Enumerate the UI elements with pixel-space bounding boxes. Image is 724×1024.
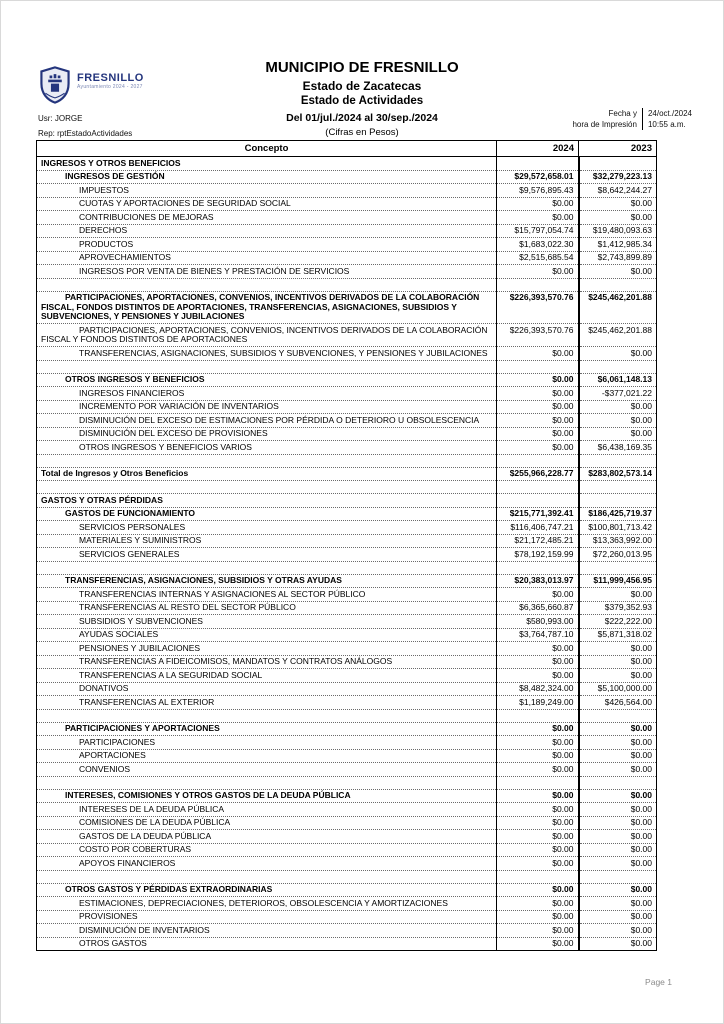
row-value-2023: $0.00	[579, 414, 657, 428]
row-value-2023: $5,871,318.02	[579, 628, 657, 642]
table-row	[37, 548, 657, 562]
table-row	[37, 574, 657, 588]
row-value-2023: $0.00	[579, 857, 657, 871]
row-value-2023: $6,438,169.35	[579, 441, 657, 455]
row-value-2024: $255,966,228.77	[497, 467, 579, 481]
table-row	[37, 427, 657, 441]
row-value-2023: $0.00	[579, 883, 657, 897]
row-label: INGRESOS DE GESTIÓN	[37, 170, 497, 184]
table-row	[37, 830, 657, 844]
row-value-2024: $0.00	[497, 736, 579, 750]
row-value-2023: $0.00	[579, 588, 657, 602]
row-label: ESTIMACIONES, DEPRECIACIONES, DETERIOROS, OBSOLESCENCIA Y AMORTIZACIONES	[37, 897, 497, 911]
row-value-2024: $1,189,249.00	[497, 696, 579, 710]
row-label: INGRESOS Y OTROS BENEFICIOS	[37, 157, 497, 171]
table-row	[37, 642, 657, 656]
row-value-2024: $0.00	[497, 427, 579, 441]
row-value-2023: $186,425,719.37	[579, 507, 657, 521]
table-row	[37, 924, 657, 938]
table-row	[37, 628, 657, 642]
table-row	[37, 789, 657, 803]
page-title: MUNICIPIO DE FRESNILLO	[265, 59, 459, 76]
row-value-2024	[497, 870, 579, 883]
row-value-2023: $1,412,985.34	[579, 238, 657, 252]
table-row	[37, 373, 657, 387]
logo-name: FRESNILLO	[77, 72, 144, 84]
row-label: DERECHOS	[37, 224, 497, 238]
print-info	[572, 108, 692, 130]
row-label: OTROS GASTOS Y PÉRDIDAS EXTRAORDINARIAS	[37, 883, 497, 897]
table-row	[37, 655, 657, 669]
row-value-2024: $20,383,013.97	[497, 574, 579, 588]
row-value-2023	[579, 157, 657, 171]
table-row	[37, 763, 657, 777]
table-row	[37, 265, 657, 279]
table-row	[37, 324, 657, 347]
row-label: SERVICIOS PERSONALES	[37, 521, 497, 535]
row-label: PROVISIONES	[37, 910, 497, 924]
row-value-2023: $222,222.00	[579, 615, 657, 629]
table-row	[37, 816, 657, 830]
row-label: PARTICIPACIONES, APORTACIONES, CONVENIOS, INCENTIVOS DERIVADOS DE LA COLABORACIÓN FISCAL, FONDOS DISTINTOS DE APORTACIONES, TRANSFERENCIAS, ASIGNACIONES, SUBSIDIOS Y SUBVENCIONES, Y PENSIONES Y JUBILACIONES	[37, 291, 497, 324]
table-row	[37, 251, 657, 265]
row-label: TRANSFERENCIAS, ASIGNACIONES, SUBSIDIOS Y SUBVENCIONES, Y PENSIONES Y JUBILACIONES	[37, 347, 497, 361]
row-label: SERVICIOS GENERALES	[37, 548, 497, 562]
row-value-2023: $0.00	[579, 736, 657, 750]
row-value-2023: $0.00	[579, 937, 657, 951]
row-value-2024: $116,406,747.21	[497, 521, 579, 535]
table-row	[37, 157, 657, 171]
table-row	[37, 507, 657, 521]
row-label: SUBSIDIOS Y SUBVENCIONES	[37, 615, 497, 629]
print-label-line1: Fecha y	[608, 109, 637, 118]
row-value-2024	[497, 494, 579, 508]
row-label: OTROS INGRESOS Y BENEFICIOS VARIOS	[37, 441, 497, 455]
row-label: APORTACIONES	[37, 749, 497, 763]
row-value-2023: $100,801,713.42	[579, 521, 657, 535]
table-body	[37, 157, 657, 951]
row-value-2024: $0.00	[497, 347, 579, 361]
row-value-2023: $5,100,000.00	[579, 682, 657, 696]
row-label: GASTOS DE FUNCIONAMIENTO	[37, 507, 497, 521]
row-value-2024: $0.00	[497, 211, 579, 225]
row-label: TRANSFERENCIAS, ASIGNACIONES, SUBSIDIOS Y OTRAS AYUDAS	[37, 574, 497, 588]
row-value-2023: $426,564.00	[579, 696, 657, 710]
row-value-2024: $0.00	[497, 588, 579, 602]
table-row	[37, 211, 657, 225]
row-label	[37, 360, 497, 373]
row-value-2024	[497, 481, 579, 494]
table-row-blank	[37, 481, 657, 494]
table-row	[37, 897, 657, 911]
row-value-2024: $0.00	[497, 722, 579, 736]
row-value-2023: $8,642,244.27	[579, 184, 657, 198]
row-value-2024: $0.00	[497, 197, 579, 211]
row-label: IMPUESTOS	[37, 184, 497, 198]
row-label: INTERESES DE LA DEUDA PÚBLICA	[37, 803, 497, 817]
row-label: INTERESES, COMISIONES Y OTROS GASTOS DE LA DEUDA PÚBLICA	[37, 789, 497, 803]
row-value-2023: $0.00	[579, 816, 657, 830]
row-label: APROVECHAMIENTOS	[37, 251, 497, 265]
row-label	[37, 870, 497, 883]
row-value-2023	[579, 561, 657, 574]
row-value-2023: $0.00	[579, 669, 657, 683]
user-label: Usr: JORGE	[38, 114, 83, 123]
row-value-2023: $0.00	[579, 655, 657, 669]
table-row	[37, 749, 657, 763]
row-label: MATERIALES Y SUMINISTROS	[37, 534, 497, 548]
row-label: PRODUCTOS	[37, 238, 497, 252]
row-value-2023: $245,462,201.88	[579, 324, 657, 347]
table-header-row	[37, 141, 657, 157]
table-row	[37, 170, 657, 184]
row-value-2024	[497, 709, 579, 722]
table-row-blank	[37, 278, 657, 291]
row-value-2023: $0.00	[579, 763, 657, 777]
activities-table	[36, 140, 657, 951]
table-row	[37, 803, 657, 817]
row-value-2024	[497, 776, 579, 789]
row-label: INGRESOS POR VENTA DE BIENES Y PRESTACIÓN DE SERVICIOS	[37, 265, 497, 279]
row-label: DONATIVOS	[37, 682, 497, 696]
row-label: INGRESOS FINANCIEROS	[37, 387, 497, 401]
row-value-2024: $0.00	[497, 910, 579, 924]
row-value-2024: $15,797,054.74	[497, 224, 579, 238]
row-value-2024	[497, 454, 579, 467]
row-label: GASTOS Y OTRAS PÉRDIDAS	[37, 494, 497, 508]
row-value-2023: -$377,021.22	[579, 387, 657, 401]
table-row	[37, 184, 657, 198]
row-value-2023: $0.00	[579, 803, 657, 817]
row-label: PARTICIPACIONES	[37, 736, 497, 750]
row-value-2024: $0.00	[497, 642, 579, 656]
row-label: DISMINUCIÓN DE INVENTARIOS	[37, 924, 497, 938]
row-label: PARTICIPACIONES, APORTACIONES, CONVENIOS, INCENTIVOS DERIVADOS DE LA COLABORACIÓN FISCAL Y FONDOS DISTINTOS DE APORTACIONES	[37, 324, 497, 347]
row-value-2024: $0.00	[497, 265, 579, 279]
table-row-blank	[37, 454, 657, 467]
table-row	[37, 883, 657, 897]
row-value-2024: $0.00	[497, 830, 579, 844]
table-row	[37, 467, 657, 481]
state-subtitle: Estado de Zacatecas	[302, 79, 422, 93]
table-row-blank	[37, 709, 657, 722]
row-value-2024: $0.00	[497, 749, 579, 763]
table-row	[37, 347, 657, 361]
row-value-2023	[579, 481, 657, 494]
table-row	[37, 910, 657, 924]
row-value-2023: $32,279,223.13	[579, 170, 657, 184]
report-meta	[38, 111, 132, 141]
row-value-2024: $0.00	[497, 387, 579, 401]
row-value-2023: $72,260,013.95	[579, 548, 657, 562]
row-value-2024	[497, 561, 579, 574]
row-value-2024: $226,393,570.76	[497, 324, 579, 347]
row-value-2024: $0.00	[497, 441, 579, 455]
table-row	[37, 696, 657, 710]
report-period: Del 01/jul./2024 al 30/sep./2024	[286, 111, 438, 124]
row-value-2024: $3,764,787.10	[497, 628, 579, 642]
row-label	[37, 481, 497, 494]
row-value-2024: $0.00	[497, 655, 579, 669]
page-number: Page 1	[645, 977, 672, 987]
row-label: DISMINUCIÓN DEL EXCESO DE ESTIMACIONES POR PÉRDIDA O DETERIORO U OBSOLESCENCIA	[37, 414, 497, 428]
row-label: COSTO POR COBERTURAS	[37, 843, 497, 857]
table-row	[37, 494, 657, 508]
row-value-2024: $0.00	[497, 843, 579, 857]
row-value-2023	[579, 278, 657, 291]
row-value-2024: $6,365,660.87	[497, 601, 579, 615]
row-value-2024: $0.00	[497, 937, 579, 951]
row-value-2024: $0.00	[497, 373, 579, 387]
row-value-2024: $0.00	[497, 803, 579, 817]
table-row	[37, 387, 657, 401]
row-label: APOYOS FINANCIEROS	[37, 857, 497, 871]
row-value-2023	[579, 709, 657, 722]
table-row	[37, 843, 657, 857]
row-value-2024: $0.00	[497, 789, 579, 803]
table-row	[37, 682, 657, 696]
row-value-2024: $0.00	[497, 897, 579, 911]
row-value-2023: $0.00	[579, 211, 657, 225]
row-value-2023	[579, 776, 657, 789]
print-date: 24/oct./2024	[647, 109, 692, 118]
row-label: TRANSFERENCIAS AL RESTO DEL SECTOR PÚBLICO	[37, 601, 497, 615]
row-label: CONTRIBUCIONES DE MEJORAS	[37, 211, 497, 225]
row-value-2023: $245,462,201.88	[579, 291, 657, 324]
row-value-2024: $215,771,392.41	[497, 507, 579, 521]
row-value-2024: $0.00	[497, 924, 579, 938]
row-value-2024: $29,572,658.01	[497, 170, 579, 184]
row-label: INCREMENTO POR VARIACIÓN DE INVENTARIOS	[37, 400, 497, 414]
row-label: COMISIONES DE LA DEUDA PÚBLICA	[37, 816, 497, 830]
row-label: TRANSFERENCIAS AL EXTERIOR	[37, 696, 497, 710]
row-label: Total de Ingresos y Otros Beneficios	[37, 467, 497, 481]
table-row	[37, 736, 657, 750]
row-value-2023	[579, 454, 657, 467]
table-row	[37, 400, 657, 414]
table-row	[37, 669, 657, 683]
column-header-2023: 2023	[579, 141, 657, 157]
row-value-2023: $0.00	[579, 347, 657, 361]
row-value-2024: $21,172,485.21	[497, 534, 579, 548]
row-label: TRANSFERENCIAS A LA SEGURIDAD SOCIAL	[37, 669, 497, 683]
row-label: PARTICIPACIONES Y APORTACIONES	[37, 722, 497, 736]
row-value-2024: $580,993.00	[497, 615, 579, 629]
row-label: GASTOS DE LA DEUDA PÚBLICA	[37, 830, 497, 844]
row-value-2023: $0.00	[579, 924, 657, 938]
table-row	[37, 937, 657, 951]
table-row-blank	[37, 360, 657, 373]
row-value-2023: $19,480,093.63	[579, 224, 657, 238]
print-info-values	[643, 108, 692, 130]
row-value-2023	[579, 360, 657, 373]
row-value-2024: $78,192,159.99	[497, 548, 579, 562]
row-value-2023: $0.00	[579, 427, 657, 441]
row-label: PENSIONES Y JUBILACIONES	[37, 642, 497, 656]
table-row	[37, 588, 657, 602]
row-value-2024	[497, 360, 579, 373]
row-label: CUOTAS Y APORTACIONES DE SEGURIDAD SOCIAL	[37, 197, 497, 211]
report-units-note: (Cifras en Pesos)	[325, 127, 399, 138]
row-value-2024: $0.00	[497, 857, 579, 871]
row-value-2023	[579, 494, 657, 508]
row-label: DISMINUCIÓN DEL EXCESO DE PROVISIONES	[37, 427, 497, 441]
row-value-2024: $0.00	[497, 400, 579, 414]
row-value-2024: $1,683,022.30	[497, 238, 579, 252]
table-row	[37, 857, 657, 871]
table-row	[37, 197, 657, 211]
table-row-blank	[37, 870, 657, 883]
row-value-2023: $0.00	[579, 722, 657, 736]
print-label-line2: hora de Impresión	[572, 120, 637, 129]
row-label	[37, 454, 497, 467]
row-label: OTROS GASTOS	[37, 937, 497, 951]
row-value-2023: $0.00	[579, 830, 657, 844]
row-label	[37, 278, 497, 291]
row-value-2024: $0.00	[497, 414, 579, 428]
table-row-blank	[37, 561, 657, 574]
row-value-2023: $0.00	[579, 897, 657, 911]
row-value-2023: $0.00	[579, 400, 657, 414]
table-row	[37, 414, 657, 428]
row-value-2023: $0.00	[579, 789, 657, 803]
row-value-2024: $0.00	[497, 669, 579, 683]
row-value-2024: $0.00	[497, 883, 579, 897]
logo-tagline: Ayuntamiento 2024 - 2027	[77, 84, 143, 90]
row-label	[37, 561, 497, 574]
table-row	[37, 722, 657, 736]
report-label: Rep: rptEstadoActividades	[38, 129, 133, 138]
row-value-2023: $13,363,992.00	[579, 534, 657, 548]
row-label	[37, 709, 497, 722]
row-label: TRANSFERENCIAS A FIDEICOMISOS, MANDATOS Y CONTRATOS ANÁLOGOS	[37, 655, 497, 669]
row-value-2024: $8,482,324.00	[497, 682, 579, 696]
row-value-2023: $2,743,899.89	[579, 251, 657, 265]
row-value-2023: $0.00	[579, 265, 657, 279]
column-header-concepto: Concepto	[37, 141, 497, 157]
row-value-2023: $0.00	[579, 749, 657, 763]
row-value-2024: $226,393,570.76	[497, 291, 579, 324]
table-row	[37, 238, 657, 252]
row-label: CONVENIOS	[37, 763, 497, 777]
table-row	[37, 441, 657, 455]
row-value-2023: $283,802,573.14	[579, 467, 657, 481]
column-header-2024: 2024	[497, 141, 579, 157]
table-row	[37, 534, 657, 548]
row-value-2023: $11,999,456.95	[579, 574, 657, 588]
row-value-2024: $0.00	[497, 763, 579, 777]
table-row	[37, 224, 657, 238]
row-value-2023: $0.00	[579, 910, 657, 924]
row-value-2023: $0.00	[579, 843, 657, 857]
table-row	[37, 615, 657, 629]
row-value-2023: $6,061,148.13	[579, 373, 657, 387]
table-row	[37, 291, 657, 324]
row-value-2024: $2,515,685.54	[497, 251, 579, 265]
row-label: OTROS INGRESOS Y BENEFICIOS	[37, 373, 497, 387]
table-row	[37, 601, 657, 615]
row-label	[37, 776, 497, 789]
row-value-2023: $0.00	[579, 197, 657, 211]
table-row	[37, 521, 657, 535]
row-value-2024: $9,576,895.43	[497, 184, 579, 198]
row-value-2024	[497, 157, 579, 171]
print-info-labels	[572, 108, 642, 130]
row-label: TRANSFERENCIAS INTERNAS Y ASIGNACIONES AL SECTOR PÚBLICO	[37, 588, 497, 602]
table-row-blank	[37, 776, 657, 789]
row-label: AYUDAS SOCIALES	[37, 628, 497, 642]
report-name: Estado de Actividades	[300, 95, 424, 107]
row-value-2024: $0.00	[497, 816, 579, 830]
print-time: 10:55 a.m.	[647, 120, 686, 129]
row-value-2024	[497, 278, 579, 291]
row-value-2023: $379,352.93	[579, 601, 657, 615]
row-value-2023	[579, 870, 657, 883]
row-value-2023: $0.00	[579, 642, 657, 656]
